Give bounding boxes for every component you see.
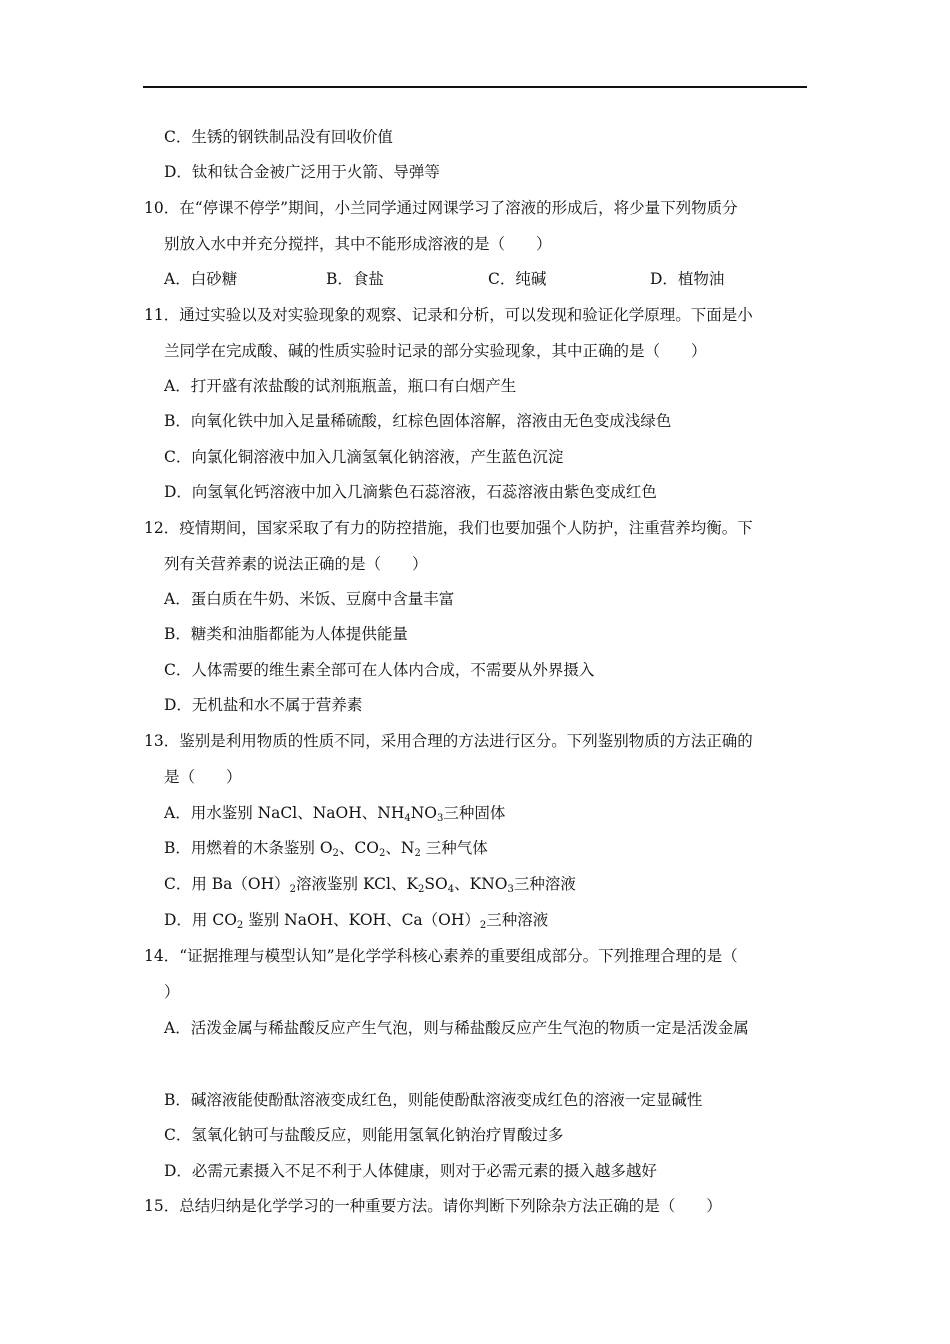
q15-stem-line1: 15．总结归纳是化学学习的一种重要方法。请你判断下列除杂方法正确的是（ ） (144, 1197, 722, 1215)
q13-option-d[interactable]: D．用 $CO_2$ 鉴别 NaOH、KOH、$Ca(OH)_2$三种溶液 (164, 911, 549, 931)
q11-option-b[interactable]: B．向氧化铁中加入足量稀硫酸，红棕色固体溶解，溶液由无色变成浅绿色 (164, 412, 672, 430)
q14-option-c[interactable]: C．氢氧化钠可与盐酸反应，则能用氢氧化钠治疗胃酸过多 (164, 1126, 564, 1144)
q14-option-d[interactable]: D．必需元素摄入不足不利于人体健康，则对于必需元素的摄入越多越好 (164, 1162, 657, 1180)
q13-option-a[interactable]: A．用水鉴别 NaCl、NaOH、$NH_4NO_3$三种固体 (164, 804, 506, 824)
q11-option-c[interactable]: C．向氯化铜溶液中加入几滴氢氧化钠溶液，产生蓝色沉淀 (164, 448, 564, 466)
q13-option-b[interactable]: B．用燃着的木条鉴别 $O_2$、$CO_2$、$N_2$ 三种气体 (164, 839, 488, 859)
q14-option-b[interactable]: B．碱溶液能使酚酞溶液变成红色，则能使酚酞溶液变成红色的溶液一定显碱性 (164, 1091, 703, 1109)
q12-stem-line2: 列有关营养素的说法正确的是（ ） (164, 555, 428, 573)
q14-stem-line2: ） (164, 983, 180, 1001)
q12-option-d[interactable]: D．无机盐和水不属于营养素 (164, 696, 363, 714)
q11-option-a[interactable]: A．打开盛有浓盐酸的试剂瓶瓶盖，瓶口有白烟产生 (164, 377, 517, 395)
q12-option-a[interactable]: A．蛋白质在牛奶、米饭、豆腐中含量丰富 (164, 590, 455, 608)
q9-option-d[interactable]: D．钛和钛合金被广泛用于火箭、导弹等 (164, 163, 440, 181)
q13-option-c[interactable]: C．用 $Ba(OH)_2$溶液鉴别 KCl、$K_2SO_4$、$KNO_3$三种溶液 (164, 875, 576, 895)
q12-option-c[interactable]: C．人体需要的维生素全部可在人体内合成，不需要从外界摄入 (164, 661, 595, 679)
q10-option-d[interactable]: D．植物油 (650, 270, 725, 288)
q13-stem-line2: 是（ ） (164, 768, 242, 786)
q10-option-c[interactable]: C．纯碱 (488, 270, 547, 288)
q10-option-b[interactable]: B．食盐 (326, 270, 384, 288)
q13-stem-line1: 13．鉴别是利用物质的性质不同，采用合理的方法进行区分。下列鉴别物质的方法正确的 (144, 732, 753, 750)
q9-option-c[interactable]: C．生锈的钢铁制品没有回收价值 (164, 128, 393, 146)
q14-stem-line1: 14．“证据推理与模型认知”是化学学科核心素养的重要组成部分。下列推理合理的是（ (144, 947, 738, 965)
q14-option-a[interactable]: A．活泼金属与稀盐酸反应产生气泡，则与稀盐酸反应产生气泡的物质一定是活泼金属 (164, 1019, 749, 1037)
q11-stem-line2: 兰同学在完成酸、碱的性质实验时记录的部分实验现象，其中正确的是（ ） (164, 342, 707, 360)
q10-options (164, 268, 724, 290)
q11-stem-line1: 11．通过实验以及对实验现象的观察、记录和分析，可以发现和验证化学原理。下面是小 (144, 306, 753, 324)
q10-stem-line2: 别放入水中并充分搅拌，其中不能形成溶液的是（ ） (164, 235, 552, 253)
q10-option-a[interactable]: A．白砂糖 (164, 270, 238, 288)
header-rule (143, 86, 807, 88)
q10-stem-line1: 10．在“停课不停学”期间，小兰同学通过网课学习了溶液的形成后，将少量下列物质分 (144, 199, 738, 217)
q12-option-b[interactable]: B．糖类和油脂都能为人体提供能量 (164, 625, 408, 643)
q11-option-d[interactable]: D．向氢氧化钙溶液中加入几滴紫色石蕊溶液，石蕊溶液由紫色变成红色 (164, 483, 657, 501)
q12-stem-line1: 12．疫情期间，国家采取了有力的防控措施，我们也要加强个人防护，注重营养均衡。下 (144, 519, 753, 537)
